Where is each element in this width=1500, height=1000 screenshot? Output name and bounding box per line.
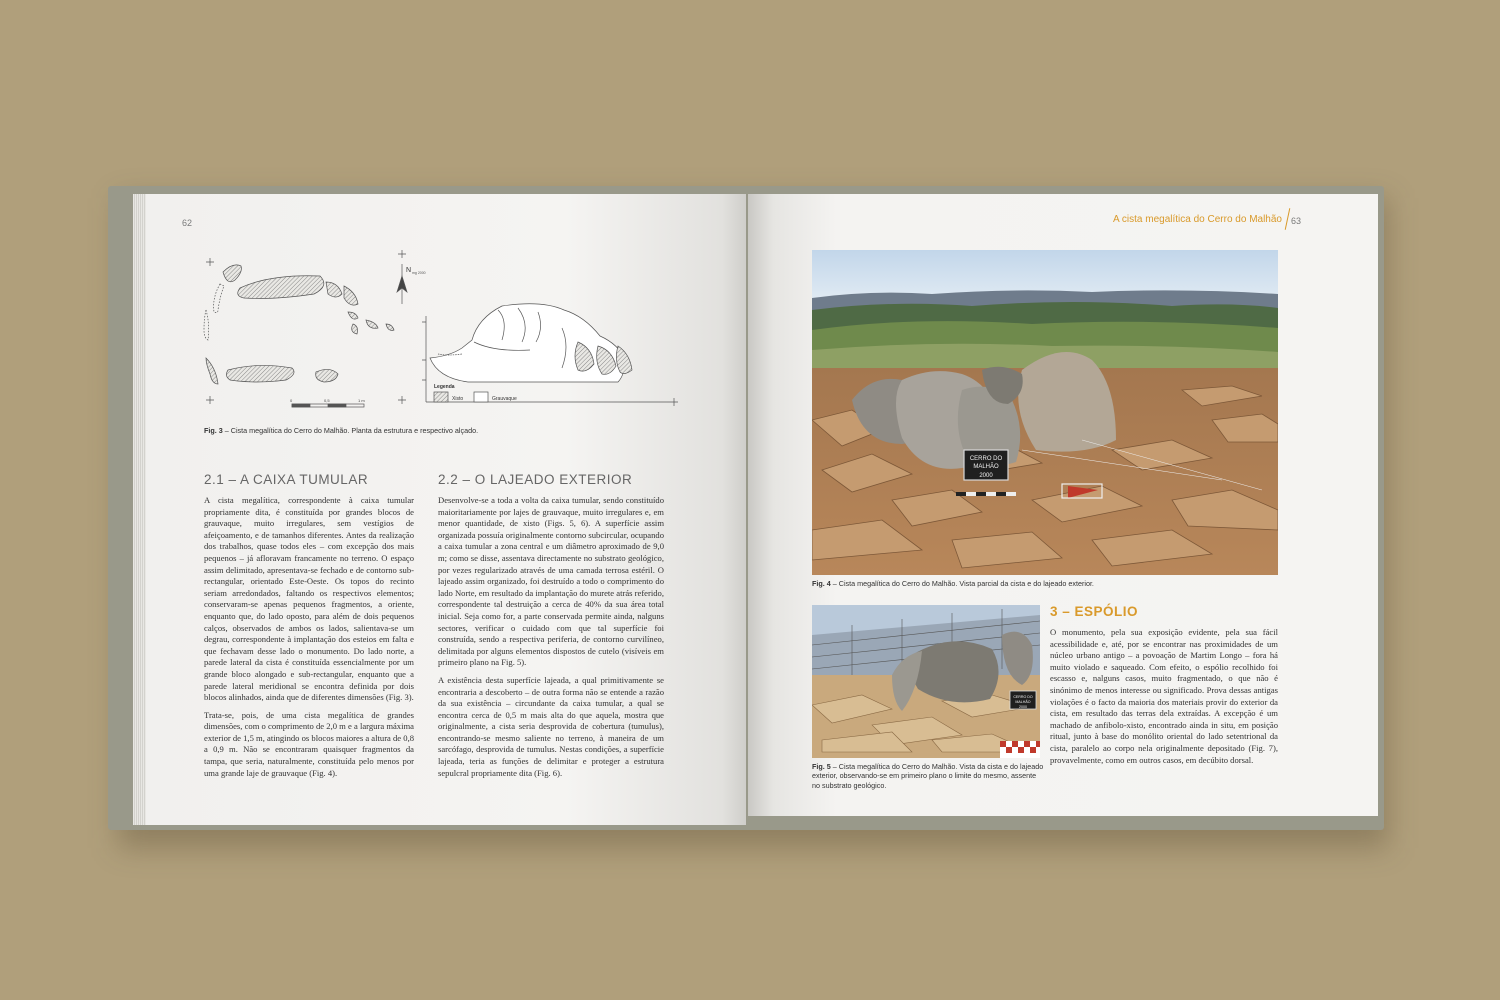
page-edges (133, 194, 147, 825)
figure-5-caption (812, 762, 1044, 790)
running-head-divider (1285, 208, 1291, 230)
figure-3-caption (204, 426, 684, 435)
figure-3-caption-text: – Cista megalítica do Cerro do Malhão. Planta da estrutura e respectivo alçado. (222, 426, 479, 435)
north-label: N (406, 267, 412, 274)
figure-3-plan-drawing (198, 250, 688, 410)
stone-outline (204, 310, 209, 340)
right-page (748, 194, 1378, 816)
grid-cross (398, 396, 406, 404)
heading-2-2: 2.2 – O LAJEADO EXTERIOR (438, 472, 633, 487)
fig4-board-line-3: 2000 (979, 473, 993, 479)
stone (206, 358, 218, 384)
heading-3: 3 – ESPÓLIO (1050, 604, 1139, 619)
paragraph: A existência desta superfície lajeada, a qual primitivamente se encontraria a descoberto – de outra forma não se entende a razão da sua existência – circundante da caixa tumular, a qual se encontra cerca de 0,5 m mais alta do que aquela, mostra que originalmente, a cista seria desprovida de cobertura (tumulus), encontrando-se mesmo saliente no terreno, à maneira de um sarcófago, desprovida de tumulus. Nestas condições, a superfície lajeada, teria as funções de delimitar e proteger a estrutura sepulcral propriamente dita (Fig. 6). (438, 674, 664, 778)
figure-5-caption-text: – Cista megalítica do Cerro do Malhão. Vista da cista e do lajeado exterior, observando-se em primeiro plano o limite do mesmo, assente no substrato geológico. (812, 762, 1044, 790)
page-number-left: 62 (182, 218, 193, 228)
fig4-board-line-1: CERRO DO (969, 456, 1003, 462)
fig4-board-line-2: MALHÃO (973, 464, 999, 470)
grid-cross (206, 258, 214, 266)
paragraph: O monumento, pela sua exposição evidente, pela sua fácil acessibilidade e, até, por se encontrar nas proximidades de um núcleo urbano antigo – a povoação de Martim Longo – fora há muito violado e saqueado. Com efeito, o espólio recolhido foi escasso e, nalguns casos, muito fragmentado, o que não é sinónimo de menos interesse ou significado. Prova dessas antigas violações é o facto da maioria dos materiais provir do exterior da cista, em resultado das terras dela extraídas. A excepção é um machado de anfibolo-xisto, encontrado ainda in situ, em posição ritual, junto à base do monólito oriental do lado setentrional da cista, paralelo ao corpo nela originalmente depositado (Fig. 7), provavelmente, como em outros casos, em decúbito dorsal. (1050, 627, 1278, 765)
section-2-1-text (204, 495, 414, 785)
fig5-board-line-3: 2000 (1019, 705, 1027, 709)
running-head: A cista megalítica do Cerro do Malhão (1113, 214, 1282, 225)
figure-4-label: Fig. 4 (812, 579, 831, 588)
north-sub-label: mg 2000 (412, 271, 426, 275)
paragraph: Trata-se, pois, de uma cista megalítica de grandes dimensões, com o comprimento de 2,0 m e a largura máxima exterior de 1,5 m, atingindo os blocos maiores a altura de 0,8 a 0,9 m. Não se encontraram quaisquer fragmentos da tampa, que seria, naturalmente, constituída pelo menos por uma grande laje de grauvaque (Fig. 4). (204, 709, 415, 778)
figure-5-photo (812, 605, 1040, 758)
grid-cross (206, 396, 214, 404)
legend-item-grauvaque: Grauvaque (492, 396, 517, 402)
stone (344, 286, 358, 305)
stone-outline (214, 284, 224, 313)
figure-4-photo (812, 250, 1278, 575)
scale-label-0: 0 (290, 398, 293, 403)
figure-4-caption-text: – Cista megalítica do Cerro do Malhão. Vista parcial da cista e do lajeado exterior. (830, 579, 1094, 588)
figure-4-caption (812, 579, 1278, 588)
fig5-board-line-2: MALHÃO (1015, 700, 1031, 704)
legend-title: Legenda (434, 384, 455, 390)
stone (238, 276, 324, 299)
stone (316, 369, 338, 382)
stone (226, 365, 294, 382)
fig5-board-line-1: CERRO DO (1013, 695, 1033, 699)
scale-label-half: 0,5 (324, 398, 330, 403)
figure-5-label: Fig. 5 (812, 762, 831, 771)
paragraph: A cista megalítica, correspondente à caixa tumular propriamente dita, é constituída por grandes blocos de grauvaque, muito irregulares, sem vestígios de afeiçoamento, e de tamanhos diferentes. Antes da realização dos trabalhos, quase todos eles – com excepção dos mais pequenos – já afloravam francamente no terreno. O espaço assim delimitado, apresentava-se fechado e de contorno sub-rectangular, orientado Este-Oeste. Os topos do recinto seriam arredondados, faltando os respectivos elementos; conservaram-se apenas pequenos fragmentos, a oriente, enquanto que, do lado oposto, para além de dois pequenos calços, observados de ambos os lados, salientava-se um degrau, correspondente à implantação dos esteios em falta e que fechavam desse lado o monumento. Do lado norte, a parede lateral da cista é constituída essencialmente por um grande bloco alongado e sub-rectangular, enquanto que a parede lateral meridional se encontra definida por dois blocos alinhados, ainda que de diferentes dimensões (Fig. 3). (204, 495, 414, 703)
stone (348, 312, 358, 319)
section-2-2-text (438, 495, 664, 785)
figure-3-label: Fig. 3 (204, 426, 223, 435)
section-3-text (1050, 627, 1278, 772)
page-number-right: 63 (1290, 216, 1301, 226)
stone (386, 324, 394, 330)
paragraph: Desenvolve-se a toda a volta da caixa tumular, sendo constituído maioritariamente por lajes de grauvaque, muito irregulares e, em menor quantidade, de xisto (Figs. 5, 6). A superfície assim organizada possuía originalmente contorno subcircular, ocupando a caixa tumular a zona central e um diâmetro aproximado de 9,0 m; como se disse, assentava directamente no substrato geológico, por vezes regularizado através de uma camada terrosa estéril. O lajeado assim organizado, foi destruído a todo o comprimento do lado Norte, em resultado da implantação do murete atrás referido, correspondente tal destruição a cerca de 40% da sua área total inicial. Seja como for, a parte conservada permite ainda, nalguns sectores, verificar o cuidado com que tal superfície foi construída, sendo a respectiva periferia, de contorno curvilíneo, delimitada por alguns elementos dispostos de cutelo (visíveis em primeiro plano na Fig. 5). (438, 495, 664, 668)
stone (223, 265, 241, 282)
scale-label-1m: 1 m (358, 398, 365, 403)
legend-item-xisto: Xisto (452, 396, 464, 402)
stone (352, 324, 358, 334)
heading-2-1: 2.1 – A CAIXA TUMULAR (204, 472, 369, 487)
stone (326, 282, 342, 297)
left-page (146, 194, 746, 825)
stone (366, 320, 378, 328)
